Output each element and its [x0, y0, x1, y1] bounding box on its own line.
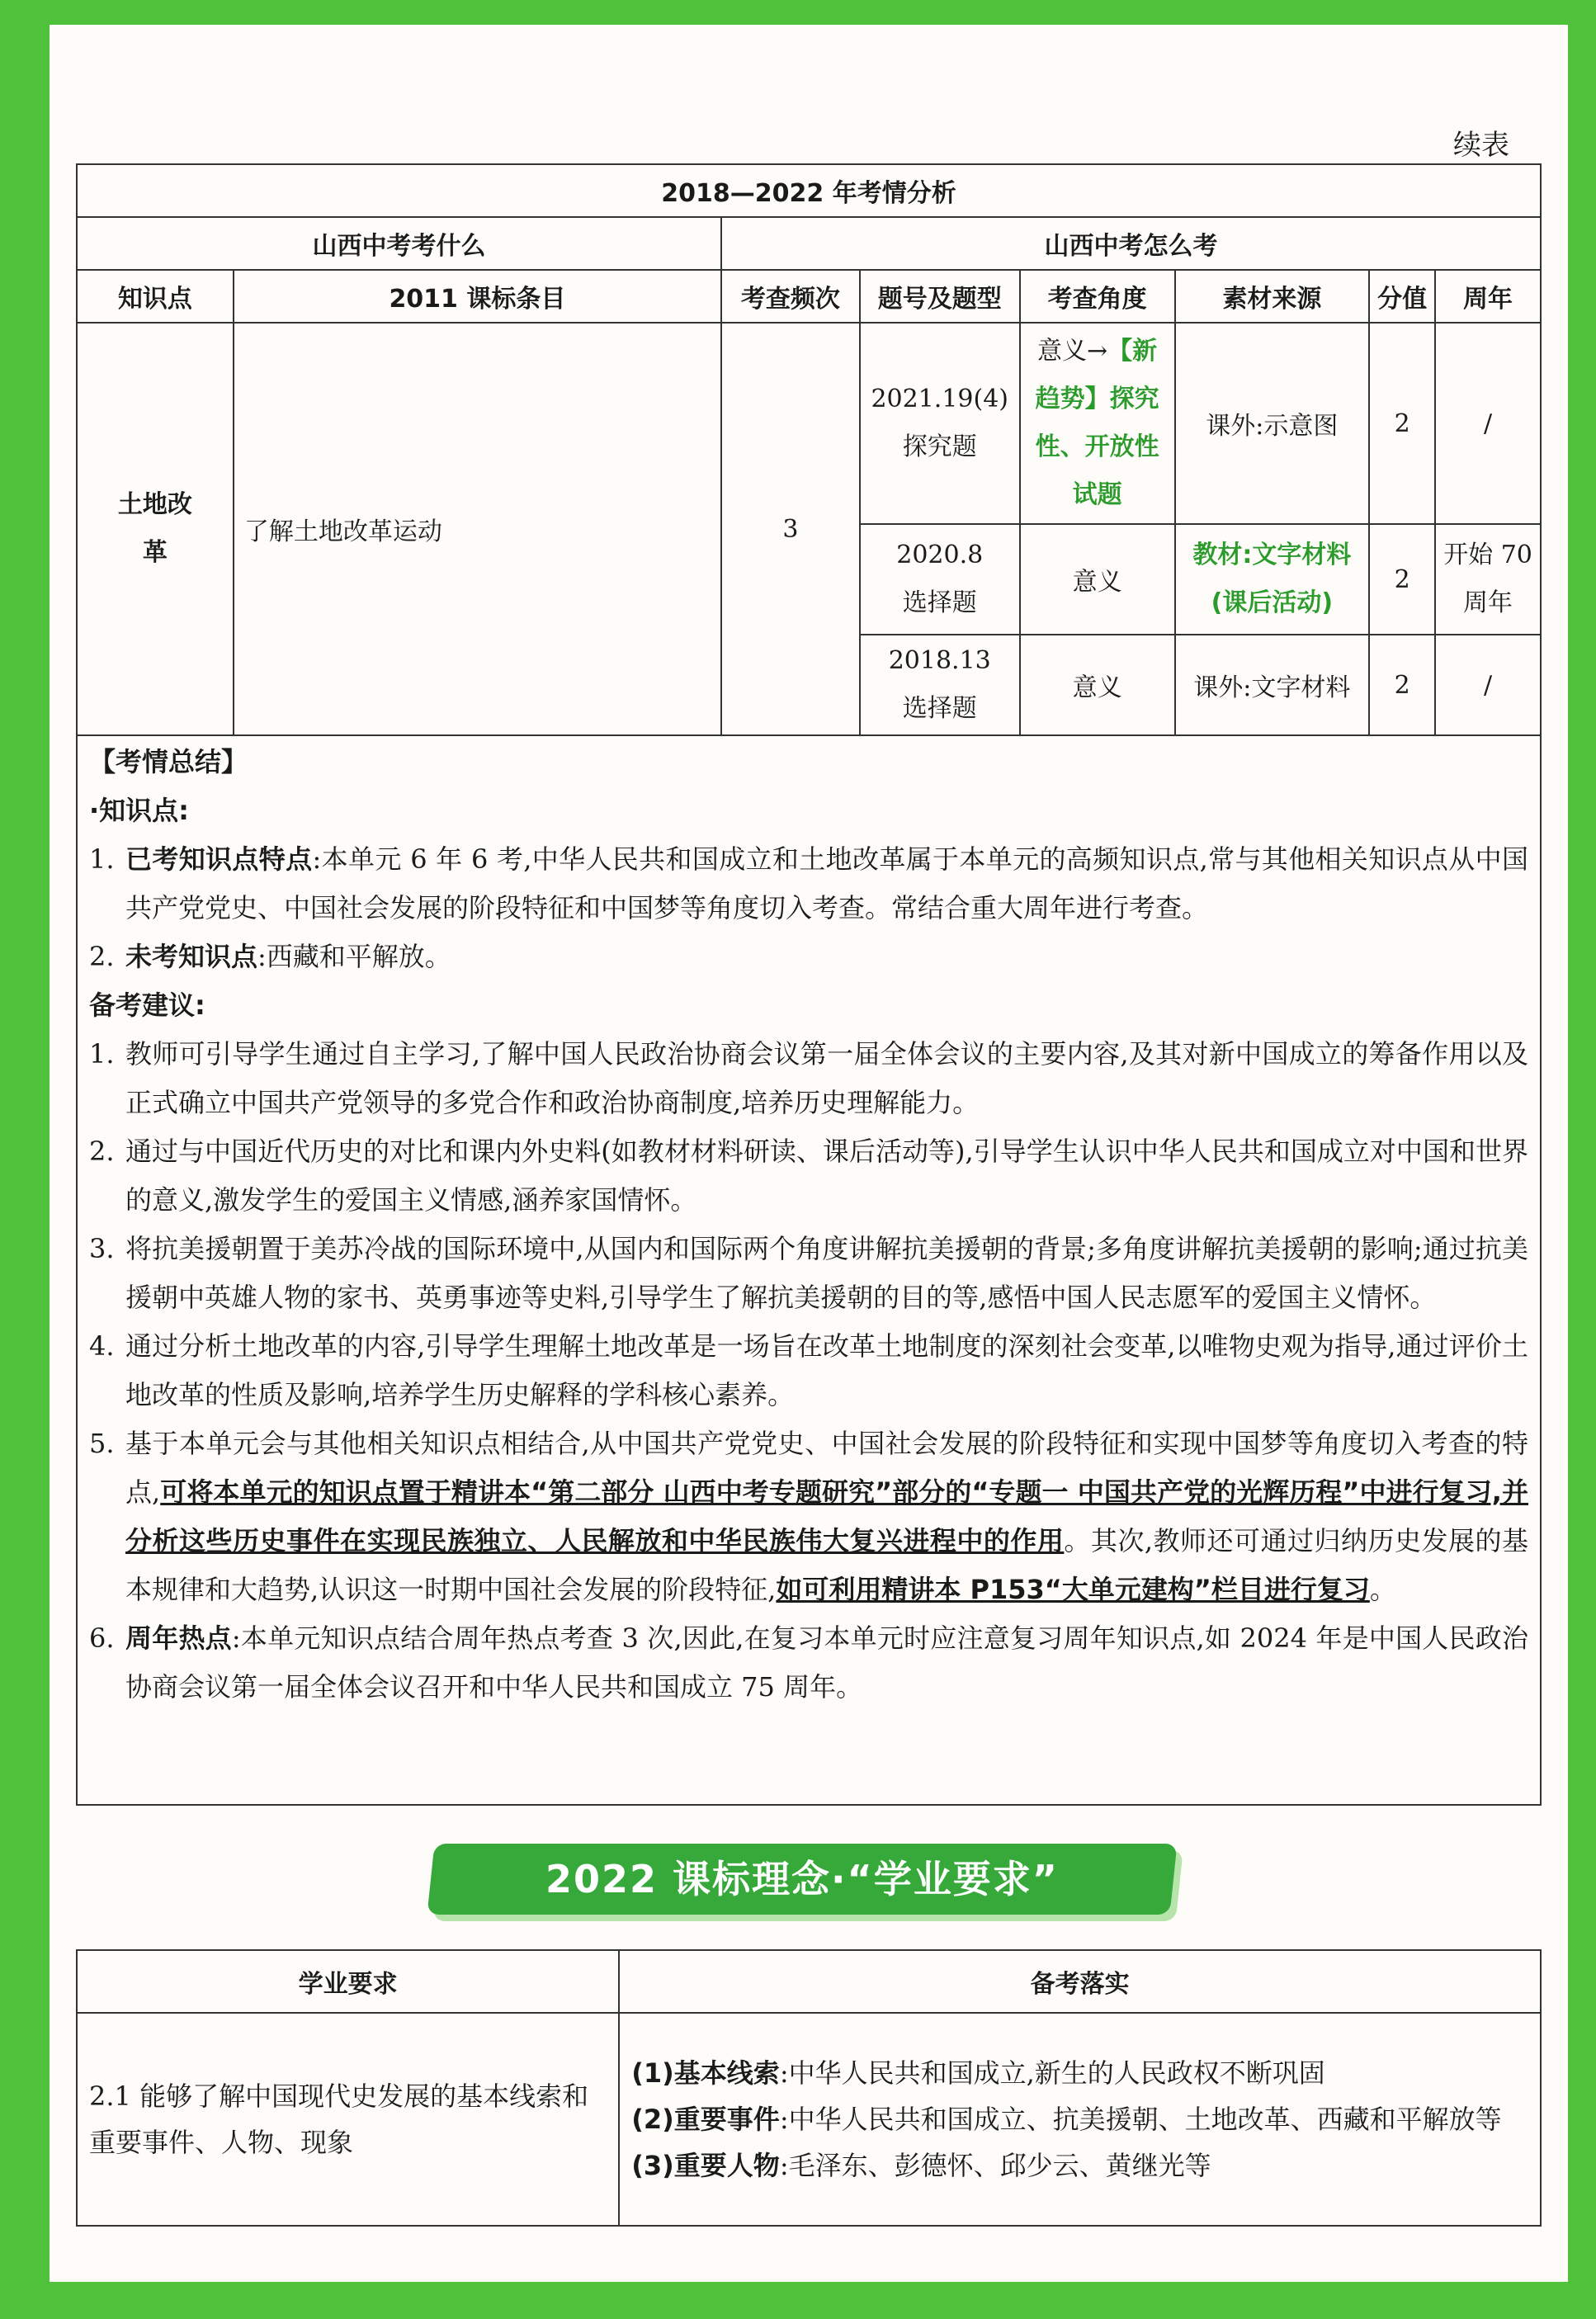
question-number: 2018.13	[888, 646, 991, 675]
list-item: 1. 已考知识点特点:本单元 6 年 6 考,中华人民共和国成立和土地改革属于本单元的高频知识点,常与其他相关知识点从中国共产党党史、中国社会发展的阶段特征和中国梦等角度切入考查。常结合重大周年进行考查。	[89, 843, 1528, 923]
item-text: 。	[1369, 1574, 1396, 1605]
group-what: 山西中考考什么	[77, 217, 721, 270]
list-item: 5. 基于本单元会与其他相关知识点相结合,从中国共产党党史、中国社会发展的阶段特征和实现中国梦等角度切入考查的特点,可将本单元的知识点置于精讲本“第二部分 山西中考专题研究”部分的“专题一 中国共产党的光辉历程”中进行复习,并分析这些历史事件在实现民族独立、人民解放和中华民族伟大复兴进程中的作用。其次,教师还可通过归纳历史发展的基本规律和大趋势,认识这一时期中国社会发展的阶段特征,如可利用精讲本 P153“大单元建构”栏目进行复习。	[89, 1428, 1528, 1605]
header-requirement: 学业要求	[77, 1950, 619, 2013]
exam-summary	[76, 725, 1542, 1806]
list-item: 3. 将抗美援朝置于美苏冷战的国际环境中,从国内和国际两个角度讲解抗美援朝的背景;多角度讲解抗美援朝的影响;通过抗美援朝中英雄人物的家书、英勇事迹等史料,引导学生了解抗美援朝的目的等,感悟中国人民志愿军的爱国主义情怀。	[89, 1225, 1528, 1322]
item-label: (2)重要事件	[631, 2104, 780, 2135]
item-label: (3)重要人物	[631, 2150, 780, 2181]
angle-cell	[1020, 323, 1175, 524]
banner-title: 2022 课标理念·“学业要求”	[545, 1857, 1059, 1901]
header-question: 题号及题型	[860, 270, 1020, 323]
item-text: 教师可引导学生通过自主学习,了解中国人民政治协商会议第一届全体会议的主要内容,及其对新中国成立的筹备作用以及正式确立中国共产党领导的多党合作和政治协商制度,培养历史理解能力。	[125, 1038, 1528, 1118]
summary-title: 【考情总结】	[89, 746, 248, 777]
header-score: 分值	[1369, 270, 1435, 323]
new-trend-tag: 【新趋势】探究性、开放性试题	[1035, 337, 1159, 509]
question-type: 选择题	[902, 588, 977, 617]
item-text: :西藏和平解放。	[257, 941, 451, 972]
section-banner	[427, 1844, 1177, 1915]
header-standard: 2011 课标条目	[234, 270, 721, 323]
standard-cell: 了解土地改革运动	[234, 323, 721, 735]
score-cell: 2	[1369, 323, 1435, 524]
question-cell	[860, 524, 1020, 635]
group-how: 山西中考怎么考	[721, 217, 1541, 270]
item-text: 。其次,教师还可通过归纳历史发展的基本规律和大趋势,认识这一时期中国社会发展的阶段特征,	[125, 1525, 1528, 1605]
source-cell: 教材:文字材料(课后活动)	[1175, 524, 1370, 635]
item-text: :中华人民共和国成立,新生的人民政权不断巩固	[779, 2057, 1325, 2089]
source-cell: 课外:示意图	[1175, 323, 1370, 524]
item-text: :中华人民共和国成立、抗美援朝、土地改革、西藏和平解放等	[779, 2104, 1502, 2135]
item-text: :本单元 6 年 6 考,中华人民共和国成立和土地改革属于本单元的高频知识点,常与其他相关知识点从中国共产党党史、中国社会发展的阶段特征和中国梦等角度切入考查。常结合重大周年进行考查。	[125, 843, 1528, 923]
anniversary-cell: /	[1435, 635, 1541, 735]
header-anniversary: 周年	[1435, 270, 1541, 323]
item-label: 周年热点	[125, 1622, 232, 1654]
list-item: 4. 通过分析土地改革的内容,引导学生理解土地改革是一场旨在改革土地制度的深刻社会变革,以唯物史观为指导,通过评价土地改革的性质及影响,培养学生历史解释的学科核心素养。	[89, 1322, 1528, 1419]
list-item	[631, 2050, 1528, 2096]
frequency-cell: 3	[721, 323, 860, 735]
header-source: 素材来源	[1175, 270, 1370, 323]
anniversary-cell: /	[1435, 323, 1541, 524]
item-text: 将抗美援朝置于美苏冷战的国际环境中,从国内和国际两个角度讲解抗美援朝的背景;多角度讲解抗美援朝的影响;通过抗美援朝中英雄人物的家书、英勇事迹等史料,引导学生了解抗美援朝的目的等,感悟中国人民志愿军的爱国主义情怀。	[125, 1233, 1528, 1313]
item-text: 通过分析土地改革的内容,引导学生理解土地改革是一场旨在改革土地制度的深刻社会变革,以唯物史观为指导,通过评价土地改革的性质及影响,培养学生历史解释的学科核心素养。	[125, 1330, 1528, 1410]
question-cell	[860, 323, 1020, 524]
question-type: 选择题	[902, 694, 977, 723]
advice-label: 备考建议:	[89, 989, 205, 1021]
list-item: 1. 教师可引导学生通过自主学习,了解中国人民政治协商会议第一届全体会议的主要内容,及其对新中国成立的筹备作用以及正式确立中国共产党领导的多党合作和政治协商制度,培养历史理解能力。	[89, 1030, 1528, 1127]
source-cell: 课外:文字材料	[1175, 635, 1370, 735]
anniversary-cell: 开始 70 周年	[1435, 524, 1541, 635]
score-cell: 2	[1369, 635, 1435, 735]
knowledge-text: 土地改革	[117, 490, 192, 567]
continued-label: 续表	[1453, 129, 1509, 162]
angle-cell: 意义	[1020, 524, 1175, 635]
item-text: 通过与中国近代历史的对比和课内外史料(如教材材料研读、课后活动等),引导学生认识中华人民共和国成立对中国和世界的意义,激发学生的爱国主义情感,涵养家国情怀。	[125, 1136, 1528, 1216]
item-label: (1)基本线索	[631, 2057, 780, 2089]
list-item: 2. 通过与中国近代历史的对比和课内外史料(如教材材料研读、课后活动等),引导学生认识中华人民共和国成立对中国和世界的意义,激发学生的爱国主义情感,涵养家国情怀。	[89, 1127, 1528, 1225]
implementation-cell	[619, 2013, 1541, 2226]
header-implementation: 备考落实	[619, 1950, 1541, 2013]
underlined-text: 可将本单元的知识点置于精讲本“第二部分 山西中考专题研究”部分的“专题一 中国共产党的光辉历程”中进行复习,并分析这些历史事件在实现民族独立、人民解放和中华民族伟大复兴进程中的作用	[125, 1476, 1528, 1556]
list-item: 2. 未考知识点:西藏和平解放。	[89, 941, 451, 972]
item-text: :毛泽东、彭德怀、邱少云、黄继光等	[779, 2150, 1211, 2181]
underlined-text: 如可利用精讲本 P153“大单元建构”栏目进行复习	[776, 1574, 1370, 1605]
item-label: 未考知识点	[125, 941, 258, 972]
requirement-cell: 2.1 能够了解中国现代史发展的基本线索和重要事件、人物、现象	[77, 2013, 619, 2226]
question-cell	[860, 635, 1020, 735]
knowledge-cell	[77, 323, 234, 735]
list-item	[631, 2096, 1528, 2142]
header-knowledge: 知识点	[77, 270, 234, 323]
item-label: 已考知识点特点	[125, 843, 313, 875]
item-text: :本单元知识点结合周年热点考查 3 次,因此,在复习本单元时应注意复习周年知识点,如 2024 年是中国人民政治协商会议第一届全体会议召开和中华人民共和国成立 75 周年。	[125, 1622, 1528, 1703]
knowledge-points-label: ·知识点:	[89, 795, 189, 826]
question-number: 2021.19(4)	[871, 385, 1008, 413]
header-frequency: 考查频次	[721, 270, 860, 323]
academic-requirement-table	[76, 1949, 1542, 2227]
list-item	[631, 2142, 1528, 2189]
list-item: 6. 周年热点:本单元知识点结合周年热点考查 3 次,因此,在复习本单元时应注意复习周年知识点,如 2024 年是中国人民政治协商会议第一届全体会议召开和中华人民共和国成立 75 周年。	[89, 1622, 1528, 1703]
question-number: 2020.8	[896, 541, 984, 569]
item-text: 基于本单元会与其他相关知识点相结合,从中国共产党党史、中国社会发展的阶段特征和实现中国梦等角度切入考查的特点,	[125, 1428, 1528, 1508]
header-angle: 考查角度	[1020, 270, 1175, 323]
exam-analysis-table	[76, 163, 1542, 736]
question-type: 探究题	[902, 432, 977, 461]
table-title: 2018—2022 年考情分析	[77, 164, 1541, 217]
angle-prefix: 意义→	[1037, 337, 1108, 366]
score-cell: 2	[1369, 524, 1435, 635]
angle-cell: 意义	[1020, 635, 1175, 735]
